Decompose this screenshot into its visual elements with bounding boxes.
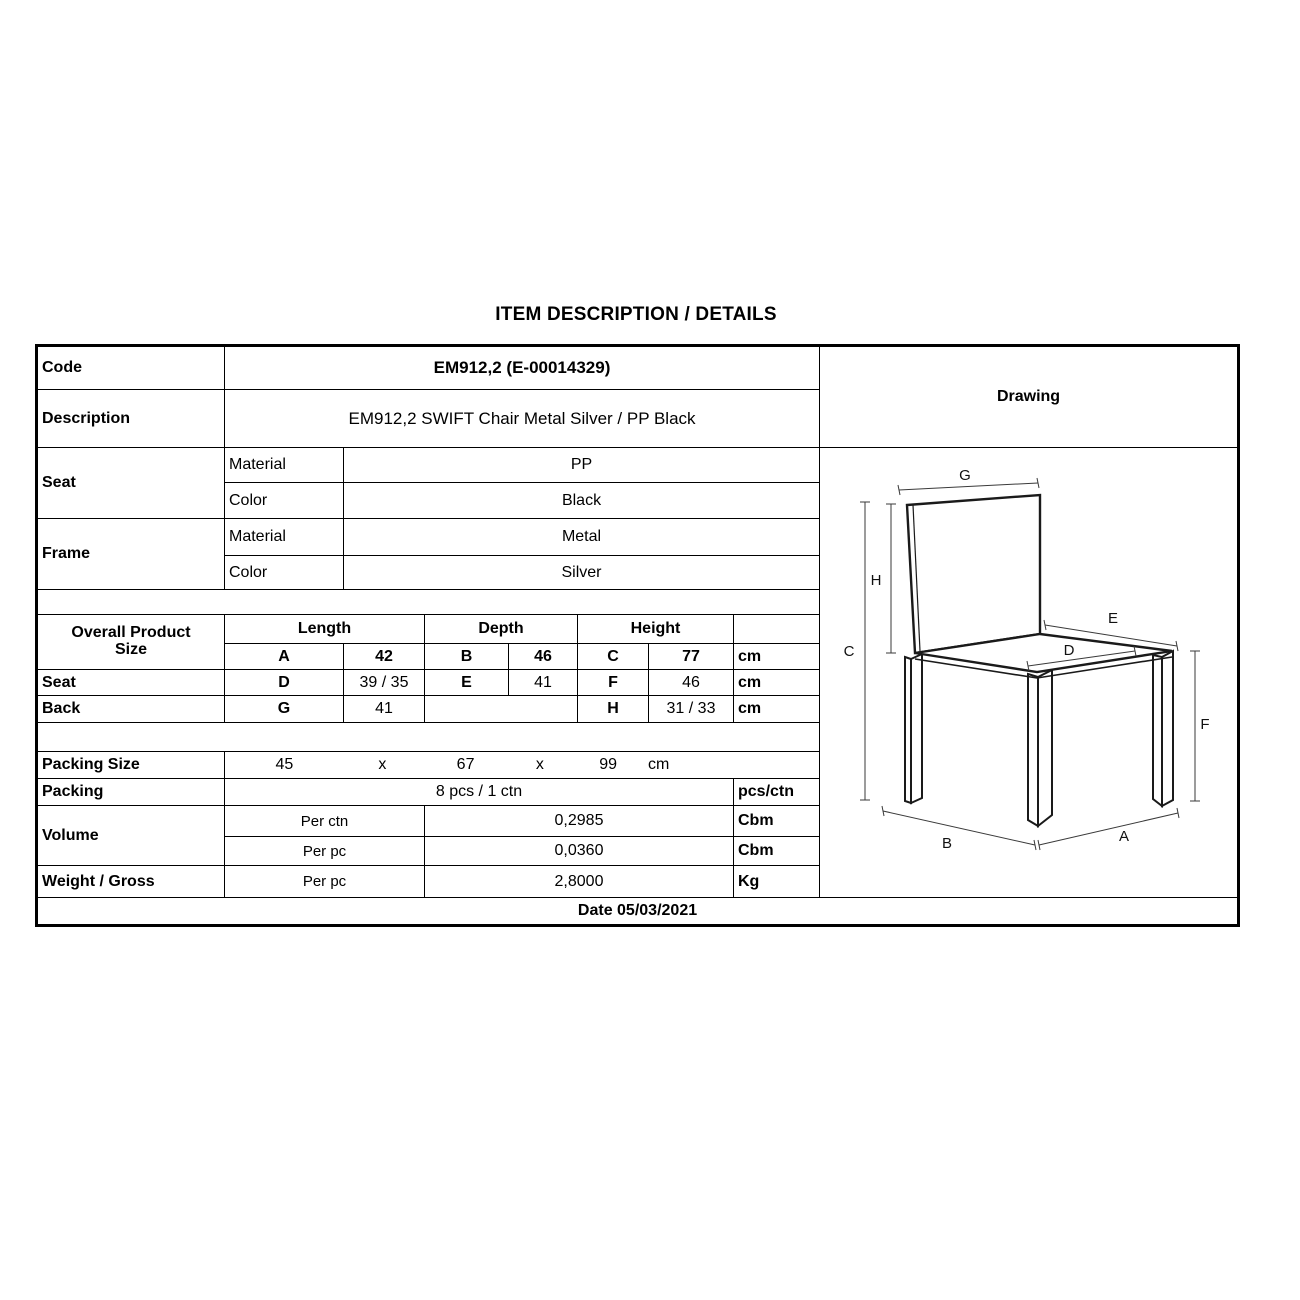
packing-label: Packing <box>37 779 225 806</box>
row-date <box>37 898 1239 926</box>
volume-per-ctn-label: Per ctn <box>225 806 425 837</box>
label-F: F <box>1200 716 1210 733</box>
dim-e-value: 41 <box>509 670 578 696</box>
volume-pc-unit: Cbm <box>734 837 820 866</box>
drawing-panel <box>820 448 1239 898</box>
volume-per-ctn-value: 0,2985 <box>425 806 734 837</box>
packing-size-v1: 45 <box>275 756 294 773</box>
description-label: Description <box>37 390 225 448</box>
seat-label: Seat <box>37 448 225 519</box>
label-A: A <box>1119 828 1130 845</box>
row-seat-material <box>37 448 1239 483</box>
seat-color-label: Color <box>225 483 344 519</box>
code-value: EM912,2 (E-00014329) <box>225 346 820 390</box>
packing-size-unit: cm <box>647 756 670 773</box>
label-H: H <box>870 572 882 589</box>
label-G: G <box>959 467 971 484</box>
overall-size-label-line1: Overall Product <box>71 624 191 642</box>
header-depth: Depth <box>425 615 578 644</box>
frame-material-label: Material <box>225 519 344 556</box>
packing-size-v2: 67 <box>456 756 475 773</box>
description-value: EM912,2 SWIFT Chair Metal Silver / PP Black <box>225 390 820 448</box>
label-C: C <box>843 643 855 660</box>
dim-c-value: 77 <box>649 644 734 670</box>
seat-dims-unit: cm <box>734 670 820 696</box>
packing-value: 8 pcs / 1 ctn <box>225 779 734 806</box>
volume-per-pc-value: 0,0360 <box>425 837 734 866</box>
dim-g: G <box>225 696 344 723</box>
drawing-header: Drawing <box>820 346 1239 448</box>
dim-d-value: 39 / 35 <box>344 670 425 696</box>
dim-c: C <box>578 644 649 670</box>
dim-g-value: 41 <box>344 696 425 723</box>
packing-unit: pcs/ctn <box>734 779 820 806</box>
header-height: Height <box>578 615 734 644</box>
dim-f: F <box>578 670 649 696</box>
dim-b-value: 46 <box>509 644 578 670</box>
page-title: ITEM DESCRIPTION / DETAILS <box>495 304 777 325</box>
overall-unit: cm <box>734 644 820 670</box>
weight-label: Weight / Gross <box>37 866 225 898</box>
date-value: Date 05/03/2021 <box>37 898 1239 926</box>
packing-size-v3: 99 <box>599 756 618 773</box>
dim-h: H <box>578 696 649 723</box>
seat-color-value: Black <box>344 483 820 519</box>
frame-material-value: Metal <box>344 519 820 556</box>
packing-size-x1: x <box>378 756 387 773</box>
seat-dims-label: Seat <box>37 670 225 696</box>
header-unit-empty <box>734 615 820 644</box>
frame-color-label: Color <box>225 556 344 590</box>
dim-a: A <box>225 644 344 670</box>
back-dims-unit: cm <box>734 696 820 723</box>
row-code <box>37 346 1239 390</box>
chair-backrest <box>907 495 1040 653</box>
header-length: Length <box>225 615 425 644</box>
overall-size-label <box>37 615 225 670</box>
seat-material-value: PP <box>344 448 820 483</box>
weight-per-pc-label: Per pc <box>225 866 425 898</box>
dim-f-value: 46 <box>649 670 734 696</box>
dim-h-value: 31 / 33 <box>649 696 734 723</box>
dim-b: B <box>425 644 509 670</box>
dim-d: D <box>225 670 344 696</box>
packing-size-values <box>225 752 820 779</box>
label-E: E <box>1108 610 1119 627</box>
spacer-cell <box>37 723 820 752</box>
dim-e: E <box>425 670 509 696</box>
volume-label: Volume <box>37 806 225 866</box>
back-dims-empty <box>425 696 578 723</box>
label-D: D <box>1063 642 1075 659</box>
seat-material-label: Material <box>225 448 344 483</box>
frame-label: Frame <box>37 519 225 590</box>
spacer-cell <box>37 590 820 615</box>
dim-a-value: 42 <box>344 644 425 670</box>
chair-drawing <box>824 448 1239 892</box>
label-B: B <box>942 835 953 852</box>
overall-size-label-line2: Size <box>114 641 147 658</box>
weight-value: 2,8000 <box>425 866 734 898</box>
packing-size-x2: x <box>535 756 544 773</box>
volume-ctn-unit: Cbm <box>734 806 820 837</box>
frame-color-value: Silver <box>344 556 820 590</box>
spec-table <box>35 344 1240 927</box>
back-dims-label: Back <box>37 696 225 723</box>
packing-size-label: Packing Size <box>37 752 225 779</box>
code-label: Code <box>37 346 225 390</box>
volume-per-pc-label: Per pc <box>225 837 425 866</box>
weight-unit: Kg <box>734 866 820 898</box>
